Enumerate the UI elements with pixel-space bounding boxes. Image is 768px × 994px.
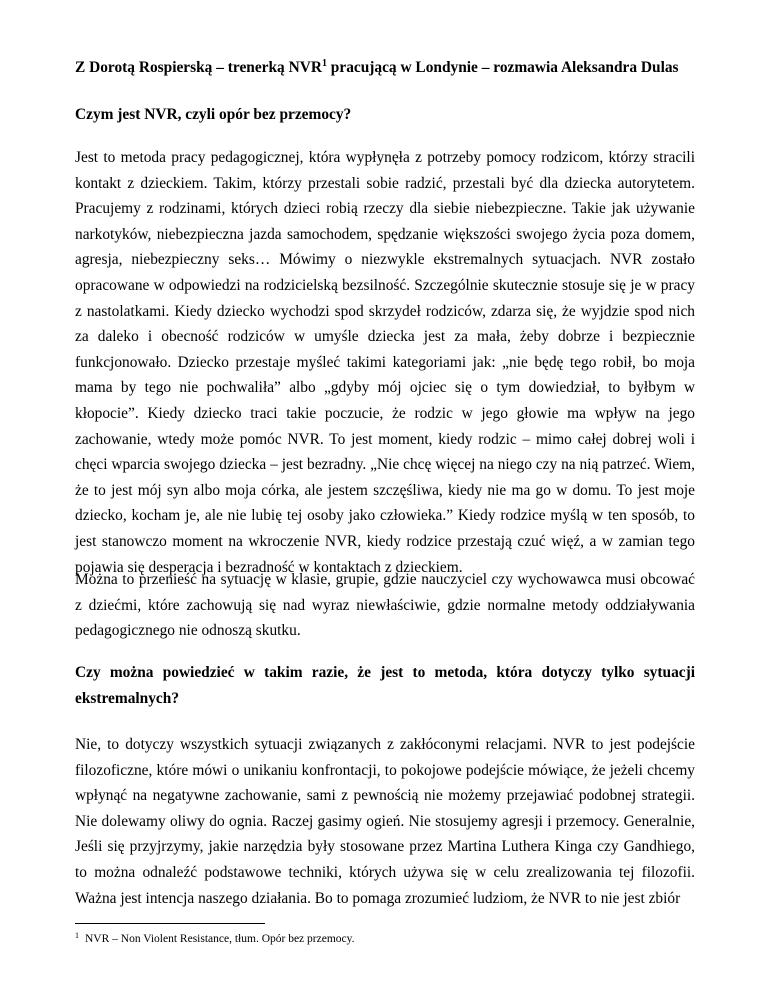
footnote: [75, 928, 695, 947]
answer-3: Nie, to dotyczy wszystkich sytuacji związanych z zakłóconymi relacjami. NVR to jest podejście filozoficzne, które mówi o unikaniu konfrontacji, to pokojowe podejście mówiące, że jeżeli chcemy wpłynąć na negatywne zachowanie, sami z pewnością nie możemy przejawiać podobnej strategii. Nie dolewamy oliwy do ognia. Raczej gasimy ogień. Nie stosujemy agresji i przemocy. Generalnie, Jeśli się przyjrzymy, jakie narzędzia były stosowane przez Martina Luthera Kinga czy Gandhiego, to można odnaleźć podstawowe techniki, których używa się w celu zrealizowania tej filozofii. Ważna jest intencja naszego działania. Bo to pomaga zrozumieć ludziom, że NVR to nie jest zbiór: [75, 736, 695, 907]
footnote-text: NVR – Non Violent Resistance, tłum. Opór bez przemocy.: [85, 933, 355, 945]
footnote-marker: 1: [75, 931, 79, 940]
question-1: Czym jest NVR, czyli opór bez przemocy?: [75, 106, 352, 123]
footnote-divider: [75, 923, 265, 924]
answer-2: Można to przenieść na sytuację w klasie, grupie, gdzie nauczyciel czy wychowawca musi obcować z dziećmi, które zachowują się nad wyraz niewłaściwie, gdzie normalne metody oddziaływania pedagogicznego nie odnoszą skutku.: [75, 571, 695, 640]
question-2: Czy można powiedzieć w takim razie, że jest to metoda, która dotyczy tylko sytuacji ekstremalnych?: [75, 664, 695, 707]
title-text: Z Dorotą Rospierską – trenerką NVR: [75, 59, 322, 76]
article-title: [75, 58, 700, 78]
footnote-reference[interactable]: 1: [321, 58, 327, 69]
title-text-after: pracującą w Londynie – rozmawia Aleksandra Dulas: [326, 59, 679, 76]
answer-1: Jest to metoda pracy pedagogicznej, która wypłynęła z potrzeby pomocy rodzicom, którzy stracili kontakt z dzieckiem. Takim, którzy przestali sobie radzić, przestali być dla dziecka autorytetem. Pracujemy z rodzinami, których dzieci robią rzeczy dla siebie niebezpieczne. Takie jak używanie narkotyków, niebezpieczna jazda samochodem, spędzanie większości swojego życia poza domem, agresja, niebezpieczny seks… Mówimy o niezwykle ekstremalnych sytuacjach. NVR zostało opracowane w odpowiedzi na rodzicielską bezsilność. Szczególnie skutecznie stosuje się je w pracy z nastolatkami. Kiedy dziecko wychodzi spod skrzydeł rodziców, zdarza się, że wyjdzie spod nich za daleko i obecność rodziców w umyśle dziecka jest za mała, żeby dobrze i bezpiecznie funkcjonowało. Dziecko przestaje myśleć takimi kategoriami jak: „nie będę tego robił, bo moja mama by tego nie pochwaliła” albo „gdyby mój ojciec się o tym dowiedział, to byłbym w kłopocie”. Kiedy dziecko traci takie poczucie, że rodzic w jego głowie ma wpływ na jego zachowanie, wtedy może pomóc NVR. To jest moment, kiedy rodzic – mimo całej dobrej woli i chęci wparcia swojego dziecka – jest bezradny. „Nie chcę więcej na niego czy na nią patrzeć. Wiem, że to jest mój syn albo moja córka, ale jestem szczęśliwa, kiedy nie ma go w domu. To jest moje dziecko, kocham je, ale nie lubię tej osoby jako człowieka.” Kiedy rodzice myślą w ten sposób, to jest stanowczo moment na wkroczenie NVR, kiedy rodzice przestają czuć więź, a w zamian tego pojawia się desperacja i bezradność w kontaktach z dzieckiem.: [75, 149, 695, 576]
